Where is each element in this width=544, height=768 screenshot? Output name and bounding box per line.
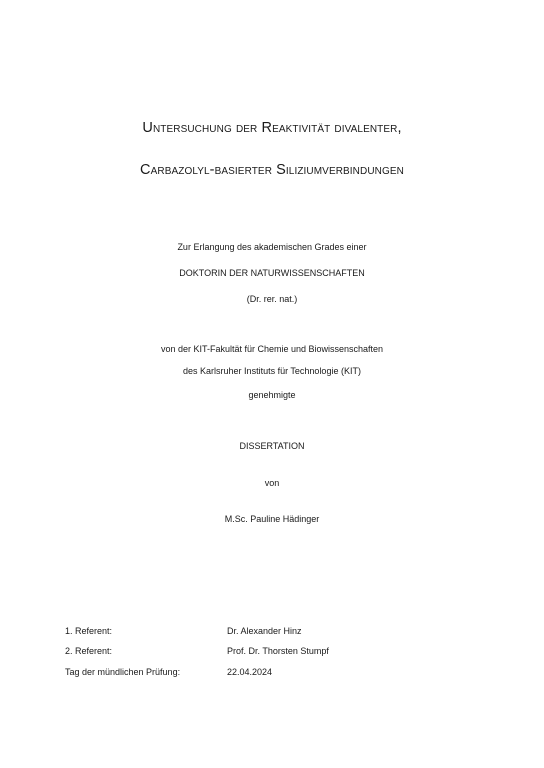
thesis-title-line-1: Untersuchung der Reaktivität divalenter, (142, 120, 402, 136)
degree-abbreviation: (Dr. rer. nat.) (246, 294, 298, 304)
degree-name: DOKTORIN DER NATURWISSENSCHAFTEN (179, 268, 365, 278)
referee-2-name: Prof. Dr. Thorsten Stumpf (227, 646, 329, 656)
thesis-title-line-2: Carbazolyl-basierter Siliziumverbindungen (140, 162, 404, 178)
document-type: DISSERTATION (239, 441, 305, 451)
author-name: M.Sc. Pauline Hädinger (224, 514, 320, 524)
degree-purpose: Zur Erlangung des akademischen Grades einer (177, 242, 367, 252)
referee-1-label: 1. Referent: (65, 626, 113, 636)
exam-date-label: Tag der mündlichen Prüfung: (65, 667, 181, 677)
approved-line: genehmigte (248, 390, 296, 400)
institute-line: des Karlsruher Instituts für Technologie (KIT) (183, 366, 361, 376)
referee-1-name: Dr. Alexander Hinz (227, 626, 302, 636)
referee-2-label: 2. Referent: (65, 646, 113, 656)
exam-date-value: 22.04.2024 (227, 667, 273, 677)
faculty-line: von der KIT-Fakultät für Chemie und Biowissenschaften (160, 344, 384, 354)
by-line: von (264, 478, 280, 488)
